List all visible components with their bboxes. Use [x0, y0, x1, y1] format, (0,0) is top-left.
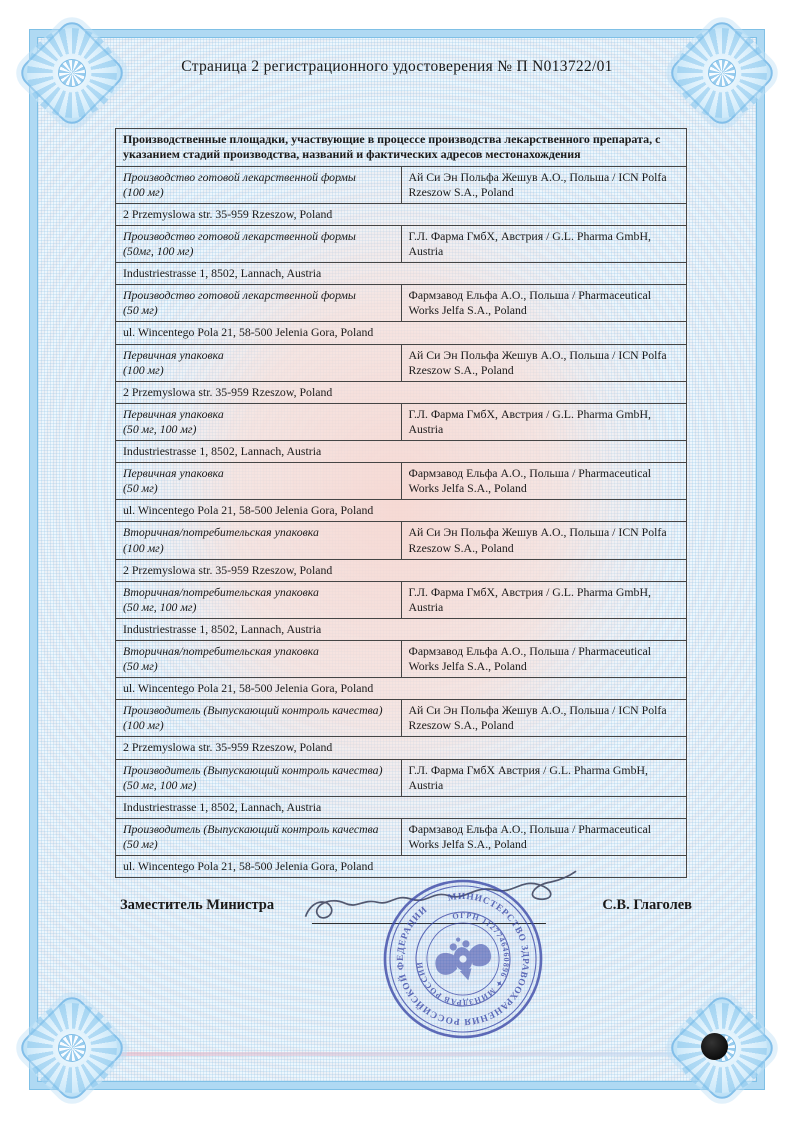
stamp-inner-text: ОГРН 1127746460896 ✦ МИНЗДРАВ РОССИИ: [414, 910, 512, 1008]
corner-rosette-top-left: [18, 19, 126, 127]
company-cell: Фармзавод Ельфа А.О., Польша / Pharmaceutical Works Jelfa S.A., Poland: [401, 818, 687, 855]
company-cell: Г.Л. Фарма ГмбХ, Австрия / G.L. Pharma GmbH, Austria: [401, 581, 687, 618]
stage-dose: (50 мг): [123, 481, 158, 496]
company-cell: Ай Си Эн Польфа Жешув А.О., Польша / ICN Polfa Rzeszow S.A., Poland: [401, 522, 687, 559]
address-row: [116, 737, 687, 759]
stage-cell: [116, 581, 402, 618]
bottom-guilloche-band: [52, 1052, 742, 1056]
stage-cell: [116, 463, 402, 500]
stage-name: Вторичная/потребительская упаковка: [123, 643, 319, 658]
address-cell: Industriestrasse 1, 8502, Lannach, Austria: [116, 618, 687, 640]
stage-dose: (100 мг): [123, 540, 164, 555]
stage-cell: [116, 818, 402, 855]
stage-row: [116, 344, 687, 381]
manufacturing-table-body: [116, 129, 687, 878]
address-row: [116, 203, 687, 225]
stage-name: Первичная упаковка: [123, 466, 224, 481]
table-header: Производственные площадки, участвующие в процессе производства лекарственного препарата, с указанием стадий производства, названий и фактических адресов местонахождения: [116, 129, 687, 167]
stage-row: [116, 818, 687, 855]
stage-name: Производство готовой лекарственной формы: [123, 229, 356, 243]
stage-cell: [116, 226, 402, 263]
page-title: Страница 2 регистрационного удостоверения № П N013722/01: [181, 58, 613, 75]
stage-dose: (100 мг): [123, 184, 164, 199]
company-cell: Фармзавод Ельфа А.О., Польша / Pharmaceutical Works Jelfa S.A., Poland: [401, 640, 687, 677]
signatory-title: Заместитель Министра: [120, 897, 275, 913]
company-cell: Г.Л. Фарма ГмбХ, Австрия / G.L. Pharma GmbH, Austria: [401, 403, 687, 440]
stamp-outer-text: МИНИСТЕРСТВО ЗДРАВООХРАНЕНИЯ РОССИЙСКОЙ ФЕДЕРАЦИИ: [395, 891, 531, 1027]
address-row: [116, 263, 687, 285]
address-cell: Industriestrasse 1, 8502, Lannach, Austria: [116, 263, 687, 285]
stage-row: [116, 640, 687, 677]
stage-row: [116, 226, 687, 263]
corner-rosette-bottom-left: [18, 994, 126, 1102]
stage-name: Вторичная/потребительская упаковка: [123, 584, 319, 599]
stage-name: Производитель (Выпускающий контроль качества): [123, 762, 383, 777]
stage-dose: (50 мг, 100 мг): [123, 777, 197, 792]
address-row: [116, 678, 687, 700]
address-cell: ul. Wincentego Pola 21, 58-500 Jelenia Gora, Poland: [116, 322, 687, 344]
stage-name: Вторичная/потребительская упаковка: [123, 525, 319, 540]
company-cell: Г.Л. Фарма ГмбХ Австрия / G.L. Pharma GmbH, Austria: [401, 759, 687, 796]
stage-dose: (50 мг, 100 мг): [123, 599, 197, 614]
address-row: [116, 322, 687, 344]
stage-row: [116, 463, 687, 500]
company-cell: Г.Л. Фарма ГмбХ, Австрия / G.L. Pharma GmbH, Austria: [401, 226, 687, 263]
address-cell: 2 Przemyslowa str. 35-959 Rzeszow, Poland: [116, 203, 687, 225]
address-row: [116, 500, 687, 522]
stage-dose: (50 мг): [123, 836, 158, 851]
company-cell: Ай Си Эн Польфа Жешув А.О., Польша / ICN Polfa Rzeszow S.A., Poland: [401, 344, 687, 381]
stage-row: [116, 759, 687, 796]
stage-name: Производство готовой лекарственной формы: [123, 288, 356, 303]
address-cell: 2 Przemyslowa str. 35-959 Rzeszow, Poland: [116, 737, 687, 759]
address-row: [116, 559, 687, 581]
address-row: [116, 618, 687, 640]
address-cell: ul. Wincentego Pola 21, 58-500 Jelenia Gora, Poland: [116, 678, 687, 700]
stage-cell: [116, 700, 402, 737]
stage-dose: (50 мг, 100 мг): [123, 421, 197, 436]
stage-dose: (50 мг): [123, 303, 158, 318]
address-cell: Industriestrasse 1, 8502, Lannach, Austria: [116, 796, 687, 818]
stage-cell: [116, 522, 402, 559]
ministry-stamp: [378, 874, 548, 1044]
stage-dose: (50мг, 100 мг): [123, 244, 194, 259]
stage-name: Производитель (Выпускающий контроль качества: [123, 821, 379, 836]
stage-cell: [116, 640, 402, 677]
rosette-core: [708, 59, 736, 87]
rosette-core: [58, 59, 86, 87]
company-cell: Фармзавод Ельфа А.О., Польша / Pharmaceutical Works Jelfa S.A., Poland: [401, 463, 687, 500]
corner-rosette-top-right: [668, 19, 776, 127]
stage-cell: [116, 285, 402, 322]
address-cell: Industriestrasse 1, 8502, Lannach, Austria: [116, 441, 687, 463]
stage-cell: [116, 166, 402, 203]
address-row: [116, 796, 687, 818]
company-cell: Фармзавод Ельфа А.О., Польша / Pharmaceutical Works Jelfa S.A., Poland: [401, 285, 687, 322]
stage-row: [116, 166, 687, 203]
stage-dose: (100 мг): [123, 718, 164, 733]
signatory-name: С.В. Глаголев: [602, 897, 692, 913]
address-cell: ul. Wincentego Pola 21, 58-500 Jelenia Gora, Poland: [116, 500, 687, 522]
address-row: [116, 381, 687, 403]
stage-row: [116, 285, 687, 322]
stage-name: Производство готовой лекарственной формы: [123, 169, 356, 184]
stage-row: [116, 403, 687, 440]
stage-cell: [116, 759, 402, 796]
stage-dose: (100 мг): [123, 362, 164, 377]
address-cell: 2 Przemyslowa str. 35-959 Rzeszow, Poland: [116, 559, 687, 581]
address-cell: ul. Wincentego Pola 21, 58-500 Jelenia Gora, Poland: [116, 856, 687, 878]
company-cell: Ай Си Эн Польфа Жешув А.О., Польша / ICN Polfa Rzeszow S.A., Poland: [401, 700, 687, 737]
stage-row: [116, 581, 687, 618]
stage-name: Первичная упаковка: [123, 347, 224, 362]
stage-dose: (50 мг): [123, 659, 158, 674]
table-header-row: [116, 129, 687, 167]
stage-row: [116, 700, 687, 737]
stage-cell: [116, 344, 402, 381]
stage-row: [116, 522, 687, 559]
stage-name: Производитель (Выпускающий контроль качества): [123, 703, 383, 718]
address-cell: 2 Przemyslowa str. 35-959 Rzeszow, Poland: [116, 381, 687, 403]
punch-hole-dot: [701, 1033, 728, 1060]
rosette-core: [58, 1034, 86, 1062]
company-cell: Ай Си Эн Польфа Жешув А.О., Польша / ICN Polfa Rzeszow S.A., Poland: [401, 166, 687, 203]
stage-cell: [116, 403, 402, 440]
manufacturing-table: [115, 128, 687, 878]
stage-name: Первичная упаковка: [123, 406, 224, 421]
address-row: [116, 441, 687, 463]
